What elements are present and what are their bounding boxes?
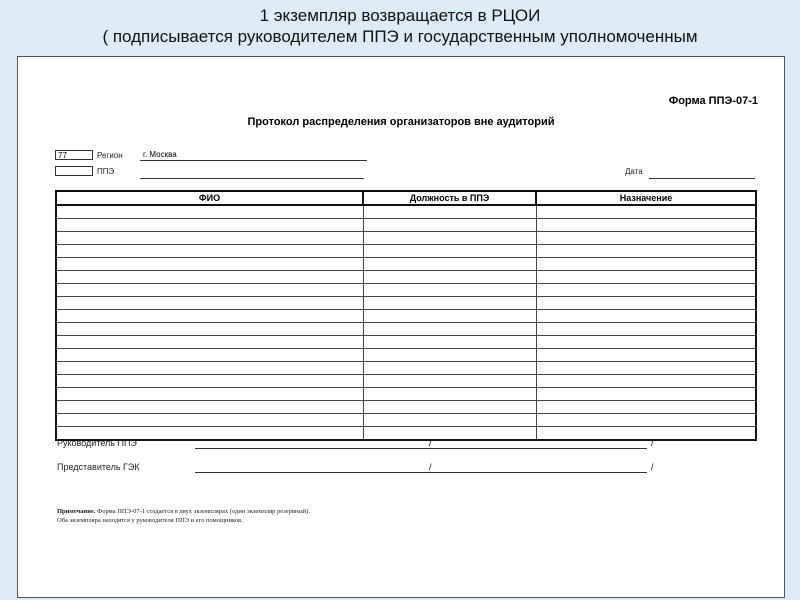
ppe-label: ППЭ <box>97 167 115 176</box>
table-cell[interactable] <box>536 310 756 323</box>
table-cell[interactable] <box>536 297 756 310</box>
table-cell[interactable] <box>56 205 363 219</box>
table-cell[interactable] <box>536 258 756 271</box>
table-row <box>56 336 756 349</box>
table-row <box>56 219 756 232</box>
table-cell[interactable] <box>56 258 363 271</box>
table-cell[interactable] <box>363 323 536 336</box>
table-row <box>56 258 756 271</box>
organizers-table <box>55 190 757 441</box>
ppe-value-field[interactable] <box>140 168 364 179</box>
form-title: Протокол распределения организаторов вне аудиторий <box>247 116 555 128</box>
table-cell[interactable] <box>536 336 756 349</box>
rep-signature-separator: / <box>429 462 432 472</box>
table-cell[interactable] <box>56 388 363 401</box>
table-cell[interactable] <box>363 349 536 362</box>
table-cell[interactable] <box>363 310 536 323</box>
table-cell[interactable] <box>363 375 536 388</box>
rep-signature-end: / <box>651 462 654 472</box>
table-row <box>56 414 756 427</box>
table-row <box>56 245 756 258</box>
table-cell[interactable] <box>363 205 536 219</box>
table-cell[interactable] <box>363 388 536 401</box>
footnote <box>57 507 617 525</box>
table-row <box>56 401 756 414</box>
table-cell[interactable] <box>56 401 363 414</box>
table-cell[interactable] <box>536 232 756 245</box>
header-fio: ФИО <box>56 191 363 205</box>
table-cell[interactable] <box>363 245 536 258</box>
table-cell[interactable] <box>56 362 363 375</box>
header-assignment: Назначение <box>536 191 756 205</box>
table-row <box>56 310 756 323</box>
table-cell[interactable] <box>56 245 363 258</box>
table-row <box>56 362 756 375</box>
table-header-row <box>56 191 756 205</box>
table-row <box>56 388 756 401</box>
table-row <box>56 323 756 336</box>
table-cell[interactable] <box>536 323 756 336</box>
table-cell[interactable] <box>363 271 536 284</box>
region-label: Регион <box>97 151 123 160</box>
head-signature-label: Руководитель ППЭ <box>57 438 137 448</box>
date-label: Дата <box>625 167 643 176</box>
table-cell[interactable] <box>536 362 756 375</box>
table-cell[interactable] <box>56 284 363 297</box>
form-sheet <box>17 56 785 598</box>
table-row <box>56 284 756 297</box>
table-cell[interactable] <box>363 219 536 232</box>
table-cell[interactable] <box>363 232 536 245</box>
head-signature-separator: / <box>429 438 432 448</box>
table-cell[interactable] <box>56 336 363 349</box>
slide-title-line-1: 1 экземпляр возвращается в РЦОИ <box>259 6 541 25</box>
table-cell[interactable] <box>363 297 536 310</box>
header-position: Должность в ППЭ <box>363 191 536 205</box>
table-row <box>56 297 756 310</box>
rep-signature-label: Представитель ГЭК <box>57 462 140 472</box>
slide-title-line-2: ( подписывается руководителем ППЭ и государственным уполномоченным <box>102 27 698 46</box>
region-value-field[interactable]: г. Москва <box>140 150 367 161</box>
table-cell[interactable] <box>363 401 536 414</box>
footnote-line-1: Форма ППЭ-07-1 создается в двух экземплярах (один экземпляр резервный). <box>95 508 311 515</box>
table-cell[interactable] <box>536 219 756 232</box>
table-cell[interactable] <box>56 232 363 245</box>
head-signature-end: / <box>651 438 654 448</box>
rep-signature-line[interactable] <box>195 462 647 473</box>
table-cell[interactable] <box>56 323 363 336</box>
table-cell[interactable] <box>56 271 363 284</box>
date-field[interactable] <box>649 168 755 179</box>
footnote-title: Примечание. <box>57 508 96 515</box>
table-cell[interactable] <box>536 349 756 362</box>
table-cell[interactable] <box>536 401 756 414</box>
table-row <box>56 375 756 388</box>
table-cell[interactable] <box>56 219 363 232</box>
table-cell[interactable] <box>56 349 363 362</box>
table-cell[interactable] <box>56 414 363 427</box>
table-cell[interactable] <box>363 336 536 349</box>
table-row <box>56 271 756 284</box>
table-cell[interactable] <box>536 205 756 219</box>
head-signature-line[interactable] <box>195 438 647 449</box>
table-cell[interactable] <box>363 258 536 271</box>
table-cell[interactable] <box>536 284 756 297</box>
table-cell[interactable] <box>536 375 756 388</box>
ppe-code-field[interactable] <box>55 166 93 176</box>
table-row <box>56 205 756 219</box>
region-code-field[interactable]: 77 <box>55 150 93 160</box>
table-cell[interactable] <box>536 414 756 427</box>
footnote-line-2: Оба экземпляра находятся у руководителя ППЭ и его помощников. <box>57 517 243 524</box>
table-cell[interactable] <box>363 362 536 375</box>
form-code: Форма ППЭ-07-1 <box>668 95 758 107</box>
table-row <box>56 349 756 362</box>
table-cell[interactable] <box>536 388 756 401</box>
table-cell[interactable] <box>363 414 536 427</box>
table-cell[interactable] <box>56 297 363 310</box>
table-cell[interactable] <box>363 284 536 297</box>
table-cell[interactable] <box>536 245 756 258</box>
table-cell[interactable] <box>536 271 756 284</box>
table-cell[interactable] <box>56 375 363 388</box>
table-row <box>56 232 756 245</box>
table-cell[interactable] <box>56 310 363 323</box>
